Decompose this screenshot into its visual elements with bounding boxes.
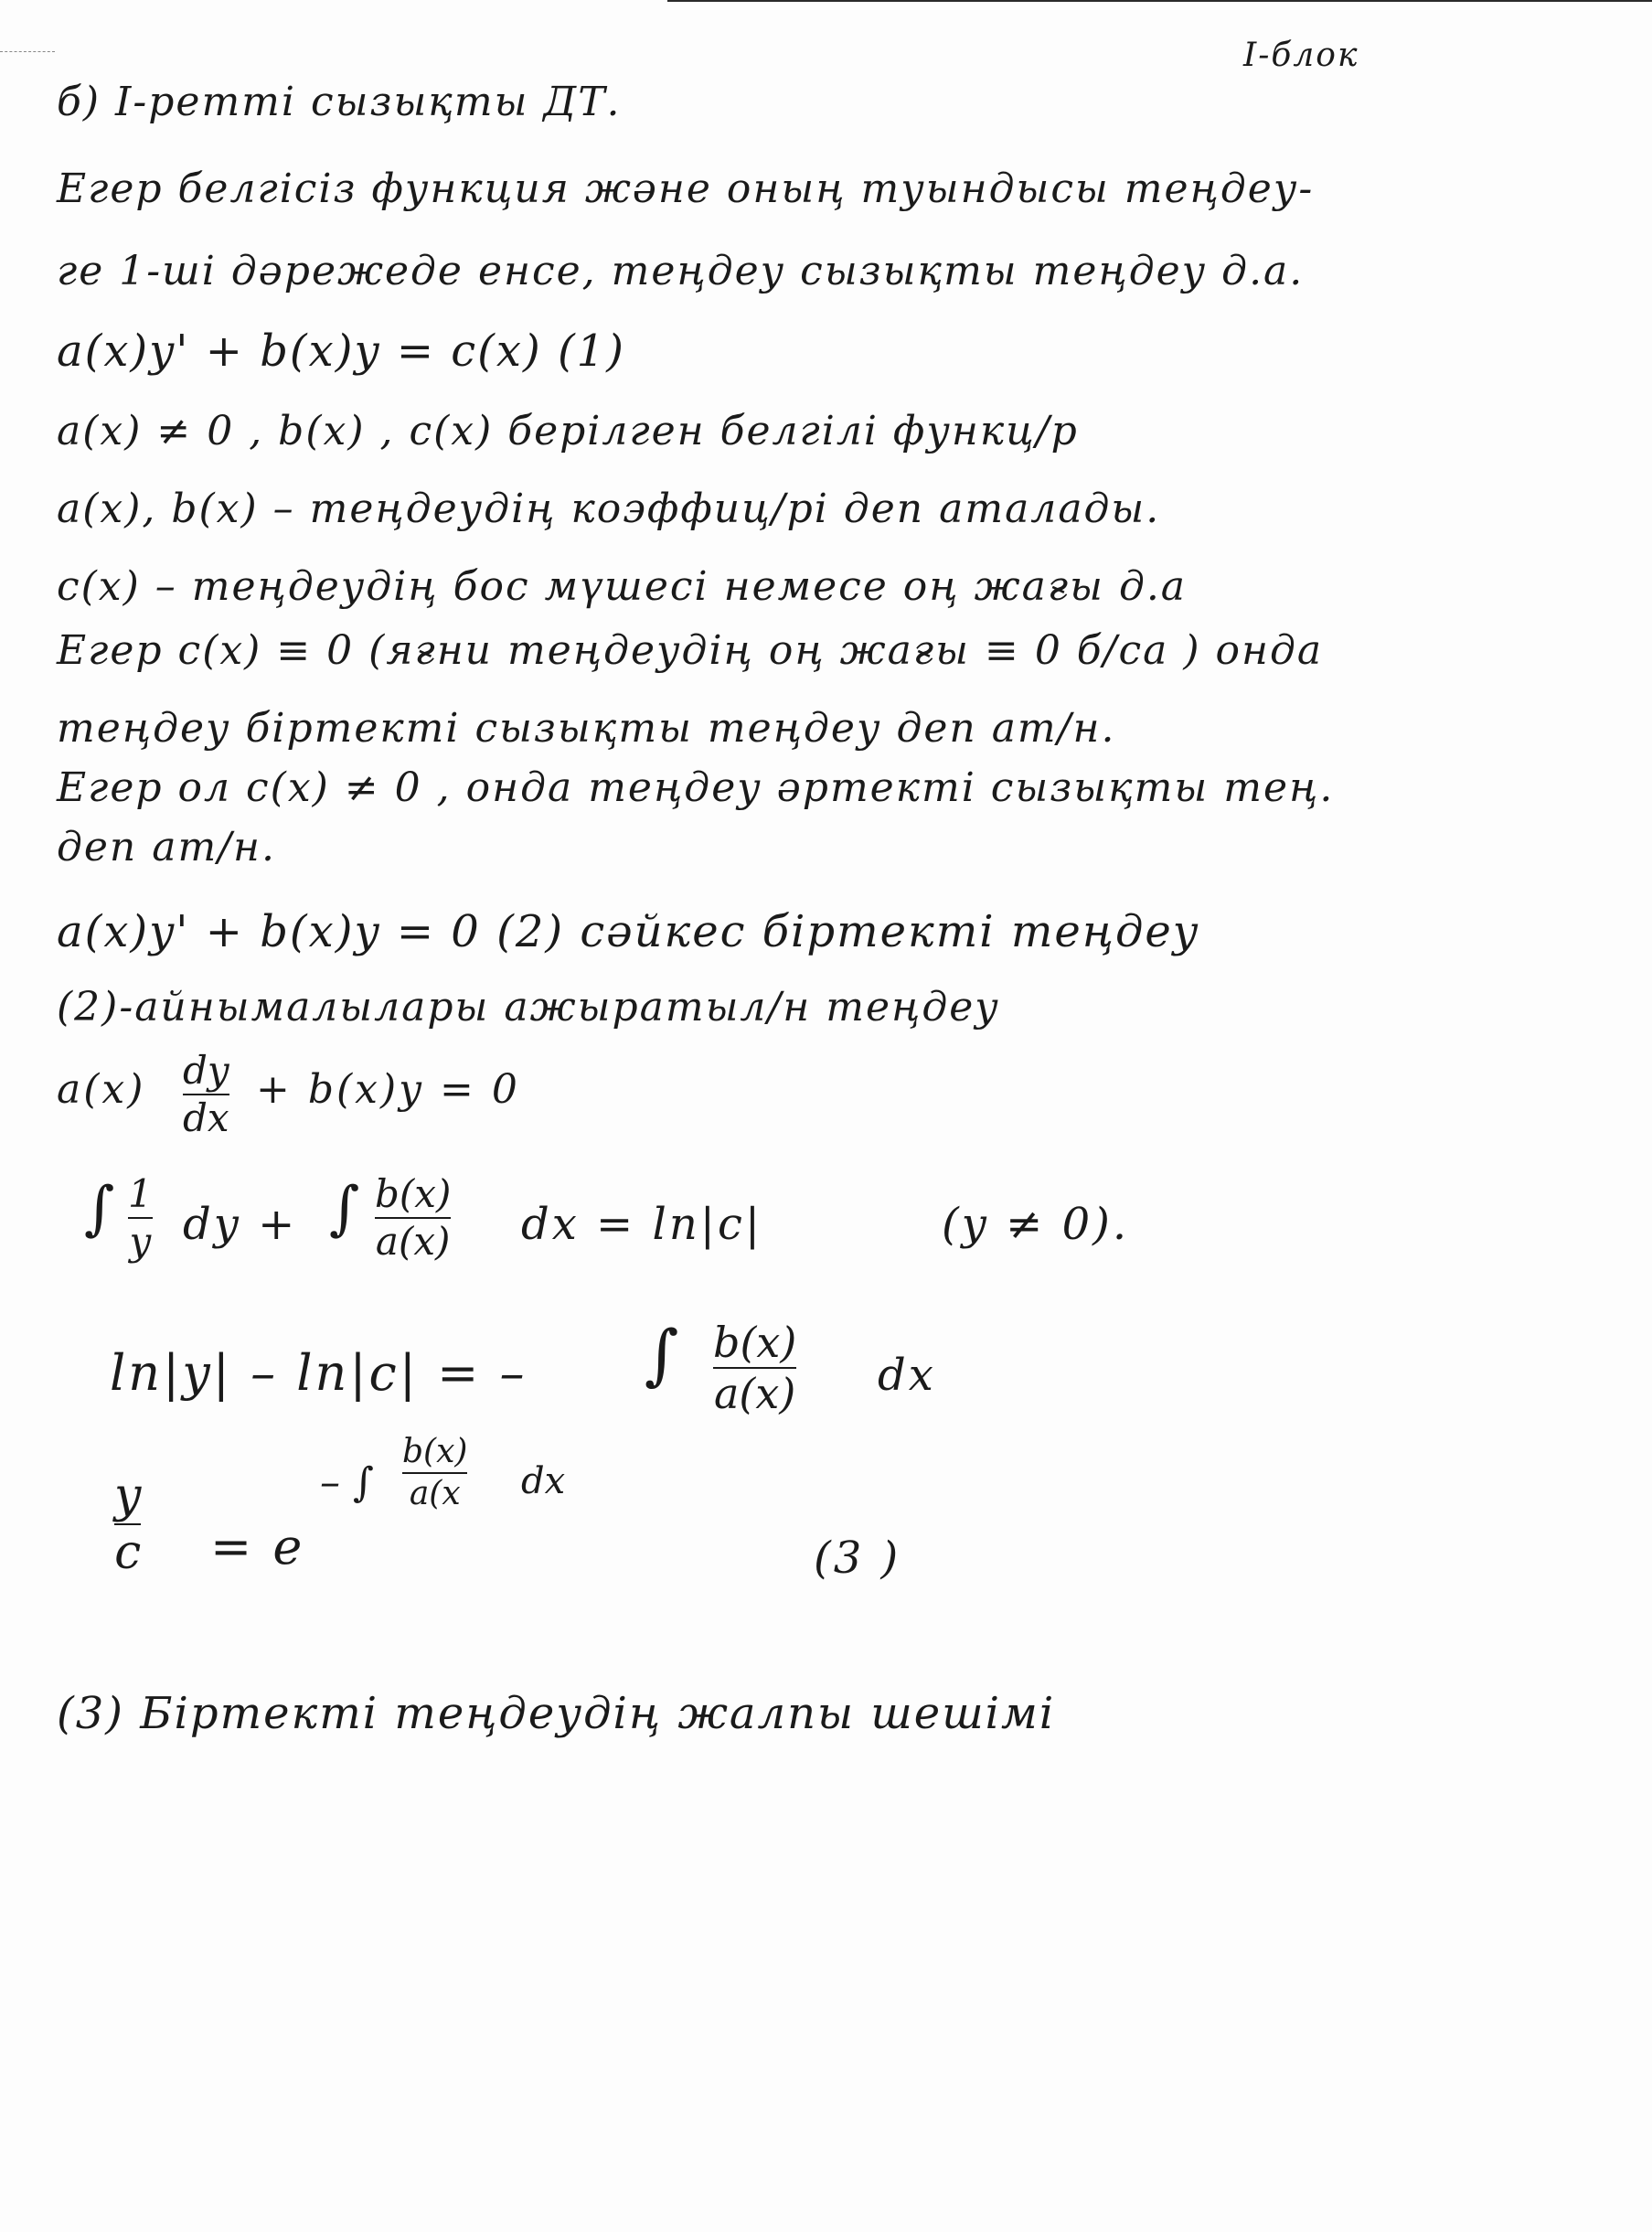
eq-log-rhs: dx bbox=[878, 1350, 936, 1401]
eq-separable-fraction bbox=[183, 1048, 229, 1140]
text-line-4: a(x), b(x) – теңдеудің коэффиц/рі деп аталады. bbox=[57, 486, 1161, 532]
text-line-9: деп ат/н. bbox=[57, 824, 276, 870]
text-line-3: a(x) ≠ 0 , b(x) , c(x) берілген белгілі функц/р bbox=[57, 408, 1079, 454]
text-line-5: c(x) – теңдеудің бос мүшесі немесе оң жағы д.а bbox=[57, 563, 1188, 610]
top-border-line bbox=[667, 0, 1652, 2]
integral-sign: ∫ bbox=[329, 1175, 360, 1243]
eq-integral-mid: dy + bbox=[183, 1199, 298, 1250]
fraction-numerator: dy bbox=[183, 1048, 229, 1093]
integral-sign: ∫ bbox=[645, 1316, 679, 1393]
margin-mark bbox=[0, 51, 55, 52]
eq-separable-prefix: a(x) bbox=[57, 1066, 146, 1113]
fraction-y-over-c: y c bbox=[114, 1468, 142, 1580]
eq-exp-base: = e bbox=[210, 1518, 305, 1575]
fraction-denominator: dx bbox=[183, 1095, 229, 1140]
eq-separable-suffix: + b(x)y = 0 bbox=[256, 1066, 520, 1113]
equation-1: a(x)y' + b(x)y = c(x) (1) bbox=[57, 326, 625, 377]
text-line-conclusion: (3) Біртекті теңдеудің жалпы шешімі bbox=[57, 1688, 1056, 1739]
text-line-8: Егер ол c(x) ≠ 0 , онда теңдеу әртекті сызықты тең. bbox=[57, 764, 1335, 811]
block-label: I-блок bbox=[1243, 37, 1359, 74]
exponent-dx: dx bbox=[521, 1460, 566, 1502]
text-line-1: Егер белгісіз функция және оның туындысы теңдеу- bbox=[57, 166, 1315, 212]
text-line-7: теңдеу біртекті сызықты теңдеу деп ат/н. bbox=[57, 705, 1116, 752]
fraction-b-over-a-2: b(x) a(x) bbox=[713, 1318, 797, 1418]
text-line-10: (2)-айнымалылары ажыратыл/н теңдеу bbox=[57, 984, 1000, 1031]
eq-integral-condition: (y ≠ 0). bbox=[942, 1199, 1130, 1250]
eq-integral-rhs: dx = ln|c| bbox=[521, 1199, 763, 1250]
equation-2: a(x)y' + b(x)y = 0 (2) сәйкес біртекті теңдеу bbox=[57, 906, 1200, 957]
fraction-b-over-a: b(x) a(x) bbox=[375, 1171, 452, 1264]
eq-log-lhs: ln|y| – ln|c| = – bbox=[110, 1344, 528, 1402]
text-line-6: Егер c(x) ≡ 0 (яғни теңдеудің оң жағы ≡ 0 б/са ) онда bbox=[57, 627, 1324, 674]
integral-sign: ∫ bbox=[84, 1175, 115, 1243]
fraction-1-over-y: 1 y bbox=[128, 1171, 153, 1264]
exponent-sign: – ∫ bbox=[320, 1459, 374, 1506]
text-line-2: ге 1-ші дәрежеде енсе, теңдеу сызықты теңдеу д.а. bbox=[57, 248, 1305, 294]
exponent-fraction: b(x) a(x bbox=[402, 1433, 468, 1512]
equation-tag-3: (3 ) bbox=[814, 1532, 901, 1584]
section-heading: б) I-ретті сызықты ДТ. bbox=[57, 79, 622, 125]
